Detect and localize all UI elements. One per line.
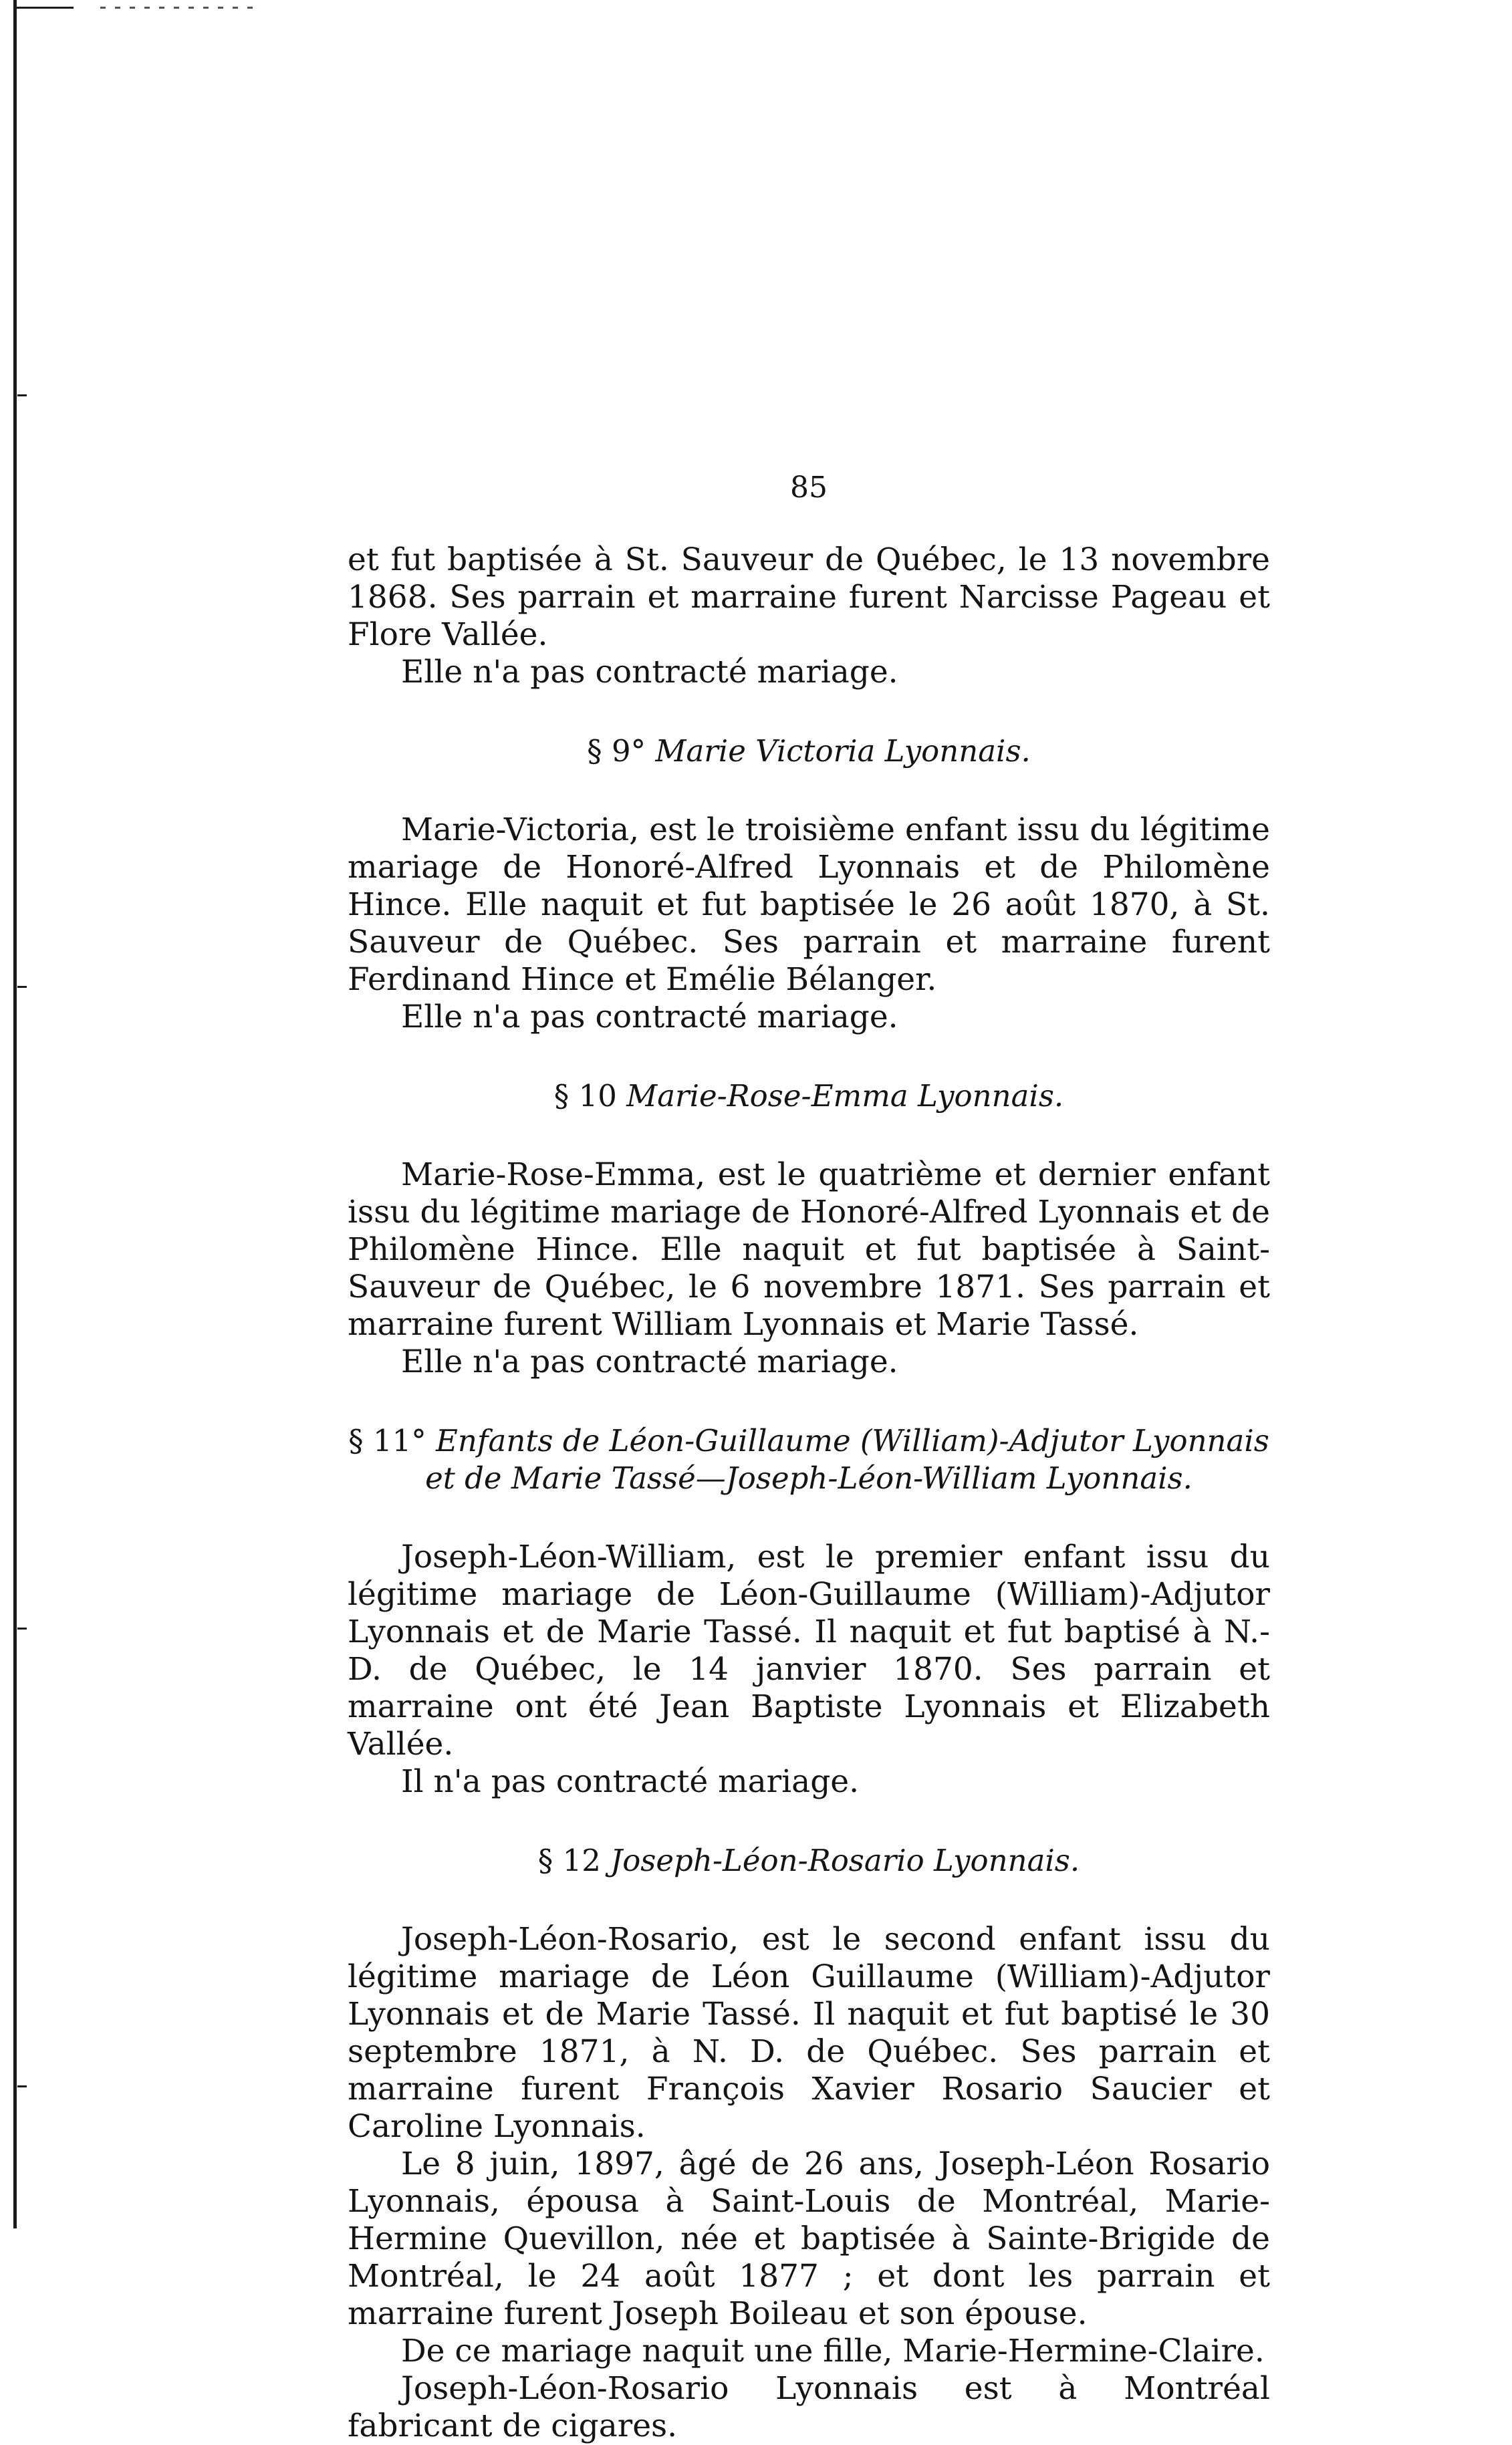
binding-tick-mark [17, 2085, 27, 2087]
section-number: § 9° [587, 733, 646, 769]
section-heading [348, 733, 1270, 770]
section-heading [348, 1077, 1270, 1115]
paragraph: Le 8 juin, 1897, âgé de 26 ans, Joseph-Léon Rosario Lyonnais, épousa à Saint-Louis de Montréal, Marie-Hermine Quevillon, née et baptisée à Sainte-Brigide de Montréal, le 24 août 1877 ; et dont les parrain et marraine furent Joseph Boileau et son épouse. [348, 2146, 1270, 2332]
paragraph: Il n'a pas contracté mariage. [401, 1763, 860, 1800]
paragraph: Elle n'a pas contracté mariage. [401, 1343, 898, 1380]
paragraph: Marie-Rose-Emma, est le quatrième et dernier enfant issu du légitime mariage de Honoré-Alfred Lyonnais et de Philomène Hince. Elle naquit et fut baptisée à Saint-Sauveur de Québec, le 6 novembre 1871. Ses parrain et marraine furent William Lyonnais et Marie Tassé. [348, 1156, 1270, 1343]
section-number: § 11° [348, 1423, 426, 1458]
paragraph: Marie-Victoria, est le troisième enfant issu du légitime mariage de Honoré-Alfred Lyonnais et de Philomène Hince. Elle naquit et fut baptisée le 26 août 1870, à St. Sauveur de Québec. Ses parrain et marraine furent Ferdinand Hince et Emélie Bélanger. [348, 811, 1270, 998]
section-number: § 12 [537, 1843, 601, 1878]
section-number: § 10 [553, 1078, 617, 1114]
book-page [348, 468, 1270, 2445]
binding-edge-line [13, 0, 17, 2228]
binding-tick-mark [17, 1628, 27, 1630]
paragraph: Elle n'a pas contracté mariage. [401, 654, 898, 690]
paragraph: Elle n'a pas contracté mariage. [401, 999, 898, 1035]
binding-top-line [13, 7, 74, 9]
binding-tick-mark [17, 394, 27, 396]
paragraph: Joseph-Léon-Rosario, est le second enfant issu du légitime mariage de Léon Guillaume (William)-Adjutor Lyonnais et de Marie Tassé. Il naquit et fut baptisé le 30 septembre 1871, à N. D. de Québec. Ses parrain et marraine furent François Xavier Rosario Saucier et Caroline Lyonnais. [348, 1921, 1270, 2145]
section-heading [348, 1842, 1270, 1880]
paragraph: De ce mariage naquit une fille, Marie-Hermine-Claire. [401, 2333, 1265, 2369]
section-heading [348, 1422, 1270, 1497]
section-title: Enfants de Léon-Guillaume (William)-Adjutor Lyonnais et de Marie Tassé—Joseph-Léon-William Lyonnais. [425, 1423, 1269, 1496]
binding-dotted-line [100, 7, 261, 9]
section-title: Marie-Rose-Emma Lyonnais. [626, 1078, 1064, 1114]
paragraph: et fut baptisée à St. Sauveur de Québec, le 13 novembre 1868. Ses parrain et marraine furent Narcisse Pageau et Flore Vallée. [348, 541, 1270, 653]
paragraph: Joseph-Léon-Rosario Lyonnais est à Montréal fabricant de cigares. [348, 2370, 1270, 2444]
page-number: 85 [790, 471, 828, 505]
section-title: Joseph-Léon-Rosario Lyonnais. [610, 1843, 1080, 1878]
binding-tick-mark [17, 986, 27, 988]
paragraph: Joseph-Léon-William, est le premier enfant issu du légitime mariage de Léon-Guillaume (William)-Adjutor Lyonnais et de Marie Tassé. Il naquit et fut baptisé à N.-D. de Québec, le 14 janvier 1870. Ses parrain et marraine ont été Jean Baptiste Lyonnais et Elizabeth Vallée. [348, 1539, 1270, 1763]
page-content [348, 541, 1270, 2445]
section-title: Marie Victoria Lyonnais. [655, 733, 1031, 769]
